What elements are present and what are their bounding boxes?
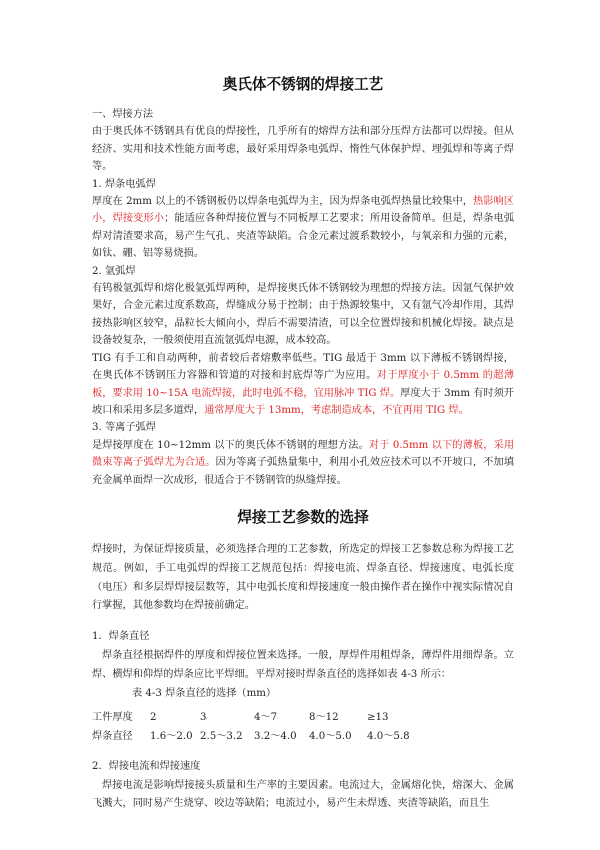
paragraph: 有钨极氩弧焊和熔化极氩弧焊两种，是焊接奥氏体不锈钢较为理想的焊接方法。因氩气保护效果好，合金元素过度系数高，焊缝成分易于控制；由于热源较集中，又有氩气冷却作用，其焊接热影响区较窄，晶粒长大倾向小，焊后不需要清渣，可以全位置焊接和机械化焊接。缺点是设备较复杂，一般须使用直流氩弧焊电源，成本较高。 bbox=[92, 283, 514, 347]
paragraph bbox=[92, 350, 514, 420]
table-caption: 表 4-3 焊条直径的选择（mm） bbox=[132, 687, 277, 699]
table-cell: 3 bbox=[200, 712, 207, 724]
table-cell: 3.2～4.0 bbox=[254, 730, 297, 742]
table-cell: 4.0～5.8 bbox=[367, 730, 410, 742]
section-welding-methods bbox=[92, 106, 514, 489]
table-cell: 1.6～2.0 bbox=[150, 730, 193, 742]
table-row bbox=[92, 709, 410, 727]
paragraph: 焊接时，为保证焊接质量，必须选择合理的工艺参数，所选定的焊接工艺参数总称为焊接工艺规范。例如，手工电弧焊的焊接工艺规范包括：焊接电流、焊条直径、焊接速度、电弧长度（电压）和多层焊焊接层数等，其中电弧长度和焊接速度一般由操作者在操作中视实际情况自行掌握，其他参数均在焊接前确定。 bbox=[92, 543, 514, 612]
table-cell: 4.0～5.0 bbox=[309, 730, 352, 742]
table-cell: 4～7 bbox=[254, 712, 278, 724]
paragraph: 由于奥氏体不锈钢具有优良的焊接性，几乎所有的熔焊方法和部分压焊方法都可以焊接。但从经济、实用和技术性能方面考虑，最好采用焊条电弧焊、惰性气体保护焊、埋弧焊和等离子焊等。 bbox=[92, 126, 514, 173]
subsection-heading: 2．焊接电流和焊接速度 bbox=[92, 760, 201, 772]
subsection-heading: 1．焊条直径 bbox=[92, 631, 150, 643]
row-label: 焊条直径 bbox=[92, 730, 133, 742]
table-cell: 2.5～3.2 bbox=[200, 730, 243, 742]
row-label: 工件厚度 bbox=[92, 712, 133, 724]
electrode-diameter-table bbox=[92, 709, 410, 745]
table-cell: 8～12 bbox=[309, 712, 339, 724]
paragraph: 焊接电流是影响焊接接头质量和生产率的主要因素。电流过大，金属熔化快，熔深大、金属飞溅大，同时易产生烧穿、咬边等缺陷；电流过小，易产生未焊透、夹渣等缺陷，而且生 bbox=[92, 779, 514, 810]
highlight-text: 热影响区小，焊接变形小 bbox=[92, 196, 514, 225]
paragraph bbox=[92, 193, 514, 263]
table-cell: ≥13 bbox=[367, 712, 389, 724]
text-run: TIG 有手工和自动两种，前者较后者熔敷率低些。TIG 最适于 3mm 以下薄板不锈钢焊接，在奥氏体不锈钢压力容器和管道的对接和封底焊等广为应用。 bbox=[92, 352, 514, 382]
text-run: 因为等离子弧热量集中，利用小孔效应技术可以不开坡口，不加填充金属单面焊一次成形，很适合于不锈钢管的纵缝焊接。 bbox=[92, 457, 515, 486]
section-heading: 一、焊接方法 bbox=[92, 109, 154, 120]
text-run: ；能适应各种焊接位置与不同板厚工艺要求；所用设备简单。但是，焊条电弧焊对清渣要求高，易产生气孔、夹渣等缺陷。合金元素过渡系数较小，与氧亲和力强的元素，如钛、硼、铝等易烧损。 bbox=[92, 213, 515, 260]
paragraph: 焊条直径根据焊件的厚度和焊接位置来选择。一般，厚焊件用粗焊条，薄焊件用细焊条。立焊、横焊和仰焊的焊条应比平焊细。平焊对接时焊条直径的选择如表 4-3 所示： bbox=[92, 649, 514, 680]
subsection-heading: 1. 焊条电弧焊 bbox=[92, 178, 156, 190]
highlight-text: 对于 0.5mm 以下的薄板，采用微束等离子弧焊尤为合适。 bbox=[92, 439, 515, 469]
page-title: 奥氏体不锈钢的焊接工艺 bbox=[222, 76, 384, 93]
text-run: 厚度大于 3mm 有时须开坡口和采用多层多道焊， bbox=[92, 387, 514, 416]
text-run: 厚度在 2mm 以上的不锈钢板仍以焊条电弧焊为主，因为焊条电弧焊热量比较集中， bbox=[92, 196, 474, 208]
highlight-text: 对于厚度小于 0.5mm 的超薄板，要求用 10~15A 电流焊接，此时电弧不稳，宜用脉冲 TIG 焊。 bbox=[92, 370, 515, 399]
section-parameters bbox=[92, 541, 514, 814]
highlight-text: 通常厚度大于 13mm，考虑制造成本，不宜再用 TIG 焊。 bbox=[204, 404, 469, 416]
table-cell: 2 bbox=[150, 712, 157, 724]
subsection-heading: 2. 氩弧焊 bbox=[92, 265, 136, 277]
table-row bbox=[92, 728, 410, 746]
section-title: 焊接工艺参数的选择 bbox=[237, 508, 369, 526]
text-run: 是焊接厚度在 10~12mm 以下的奥氏体不锈钢的理想方法。 bbox=[92, 439, 369, 451]
subsection-heading: 3. 等离子弧焊 bbox=[92, 422, 156, 434]
paragraph bbox=[92, 437, 514, 489]
